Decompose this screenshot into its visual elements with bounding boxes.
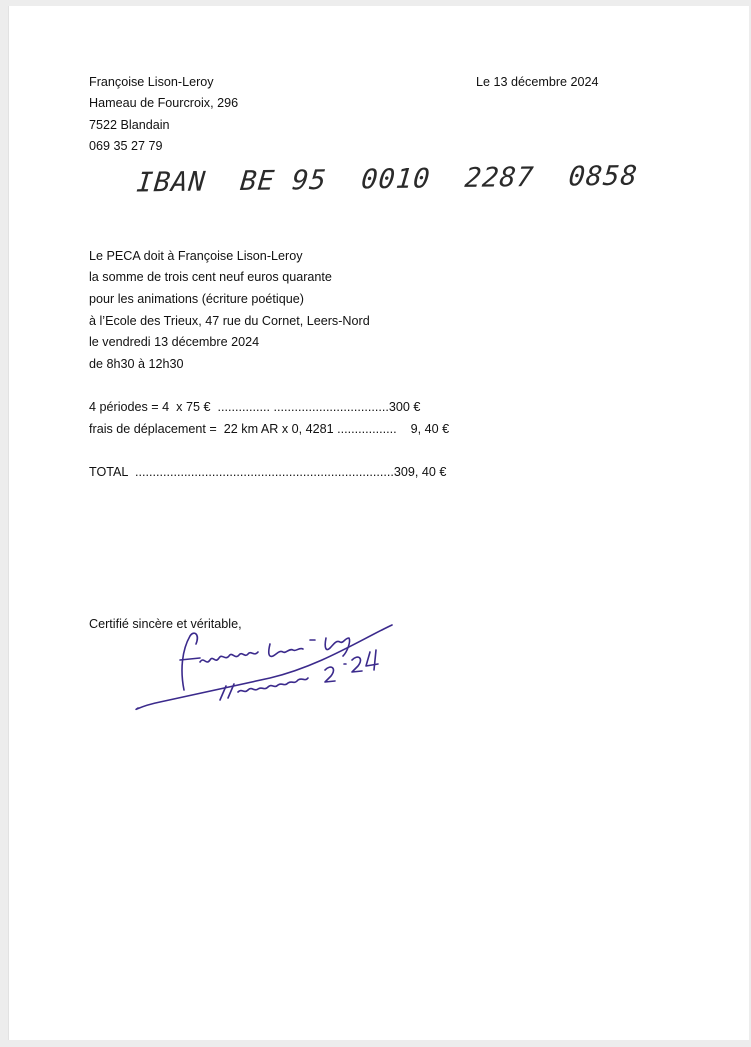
body-line: le vendredi 13 décembre 2024 [89,335,260,349]
calc-travel: frais de déplacement = 22 km AR x 0, 4281 ................. 9, 40 € [89,422,450,436]
calc-periods: 4 périodes = 4 x 75 € ............... .................................300 € [89,400,421,414]
body-line: à l’Ecole des Trieux, 47 rue du Cornet, Leers-Nord [89,314,370,328]
total-line: TOTAL ..........................................................................309, 40 € [89,465,447,479]
sender-phone: 069 35 27 79 [89,139,163,153]
certification-text: Certifié sincère et véritable, [89,617,242,631]
sender-address: Hameau de Fourcroix, 296 [89,96,239,110]
iban-handwritten: IBAN BE 95 0010 2287 0858 [135,160,640,199]
sender-city: 7522 Blandain [89,118,170,132]
handwritten-signature [120,600,410,720]
document-date: Le 13 décembre 2024 [476,75,599,89]
body-line: de 8h30 à 12h30 [89,357,184,371]
body-line: la somme de trois cent neuf euros quarante [89,270,332,284]
document-page [8,6,749,1040]
body-line: pour les animations (écriture poétique) [89,292,304,306]
sender-name: Françoise Lison-Leroy [89,75,214,89]
body-line: Le PECA doit à Françoise Lison-Leroy [89,249,303,263]
